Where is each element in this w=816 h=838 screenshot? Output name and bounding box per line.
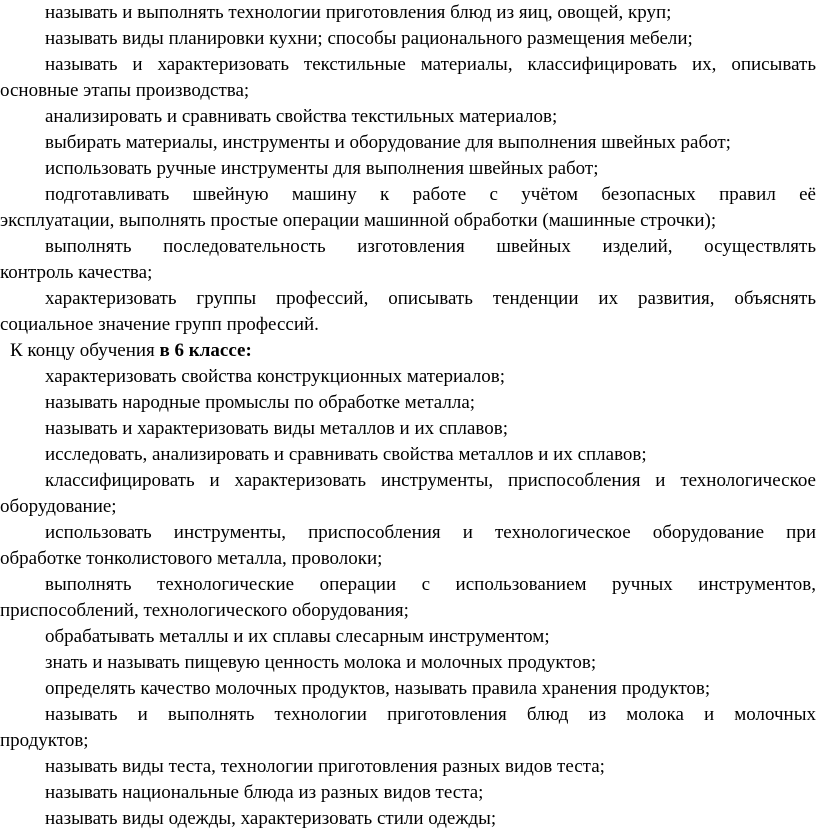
list-item (0, 676, 816, 702)
list-item-line: называть народные промыслы по обработке металла; (45, 392, 476, 413)
list-item-line: называть виды планировки кухни; способы рационального размещения мебели; (45, 28, 693, 49)
list-item-line: использовать инструменты, приспособления и технологическое оборудование при (45, 522, 816, 543)
list-item (0, 520, 816, 572)
list-item-line: знать и называть пищевую ценность молока и молочных продуктов; (45, 652, 597, 673)
list-item-line: характеризовать свойства конструкционных материалов; (45, 366, 505, 387)
list-item-line: социальное значение групп профессий. (0, 314, 319, 335)
list-item-line: эксплуатации, выполнять простые операции машинной обработки (машинные строчки); (0, 210, 717, 231)
list-item (0, 702, 816, 754)
list-item-line: обрабатывать металлы и их сплавы слесарным инструментом; (45, 626, 550, 647)
list-item-line: приспособлений, технологического оборудования; (0, 600, 409, 621)
list-item-line: называть и характеризовать виды металлов и их сплавов; (45, 418, 508, 439)
list-item-line: продуктов; (0, 730, 89, 751)
list-item (0, 104, 816, 130)
requirements-list-grade-6 (0, 364, 816, 832)
list-item (0, 26, 816, 52)
list-item (0, 364, 816, 390)
list-item (0, 572, 816, 624)
list-item (0, 182, 816, 234)
list-item-line: выполнять последовательность изготовления швейных изделий, осуществлять (45, 236, 816, 257)
list-item-line: оборудование; (0, 496, 117, 517)
list-item-line: называть и выполнять технологии приготовления блюд из молока и молочных (45, 704, 816, 725)
list-item-line: выбирать материалы, инструменты и оборудование для выполнения швейных работ; (45, 132, 731, 153)
list-item (0, 754, 816, 780)
list-item (0, 130, 816, 156)
list-item-line: основные этапы производства; (0, 80, 250, 101)
list-item-line: выполнять технологические операции с использованием ручных инструментов, (45, 574, 816, 595)
list-item-line: называть виды теста, технологии приготовления разных видов теста; (45, 756, 605, 777)
list-item-line: называть национальные блюда из разных видов теста; (45, 782, 484, 803)
heading-prefix: К концу обучения (10, 340, 160, 361)
list-item-line: анализировать и сравнивать свойства текстильных материалов; (45, 106, 558, 127)
list-item (0, 416, 816, 442)
list-item (0, 624, 816, 650)
list-item-line: классифицировать и характеризовать инструменты, приспособления и технологическое (45, 470, 816, 491)
list-item-line: исследовать, анализировать и сравнивать свойства металлов и их сплавов; (45, 444, 647, 465)
grade-6-heading (0, 338, 816, 364)
list-item-line: называть виды одежды, характеризовать стили одежды; (45, 808, 497, 829)
list-item-line: называть и выполнять технологии приготовления блюд из яиц, овощей, круп; (45, 2, 672, 23)
heading-grade: в 6 классе: (159, 340, 252, 361)
list-item-line: контроль качества; (0, 262, 153, 283)
list-item (0, 286, 816, 338)
list-item (0, 468, 816, 520)
list-item (0, 442, 816, 468)
list-item-line: использовать ручные инструменты для выполнения швейных работ; (45, 158, 599, 179)
list-item (0, 806, 816, 832)
list-item (0, 650, 816, 676)
list-item (0, 0, 816, 26)
requirements-list-grade-5 (0, 0, 816, 338)
list-item-line: обработке тонколистового металла, проволоки; (0, 548, 383, 569)
list-item-line: характеризовать группы профессий, описывать тенденции их развития, объяснять (45, 288, 816, 309)
list-item-line: определять качество молочных продуктов, называть правила хранения продуктов; (45, 678, 711, 699)
list-item-line: называть и характеризовать текстильные материалы, классифицировать их, описывать (45, 54, 816, 75)
list-item (0, 390, 816, 416)
list-item (0, 52, 816, 104)
list-item-line: подготавливать швейную машину к работе с учётом безопасных правил её (45, 184, 816, 205)
list-item (0, 234, 816, 286)
list-item (0, 156, 816, 182)
list-item (0, 780, 816, 806)
